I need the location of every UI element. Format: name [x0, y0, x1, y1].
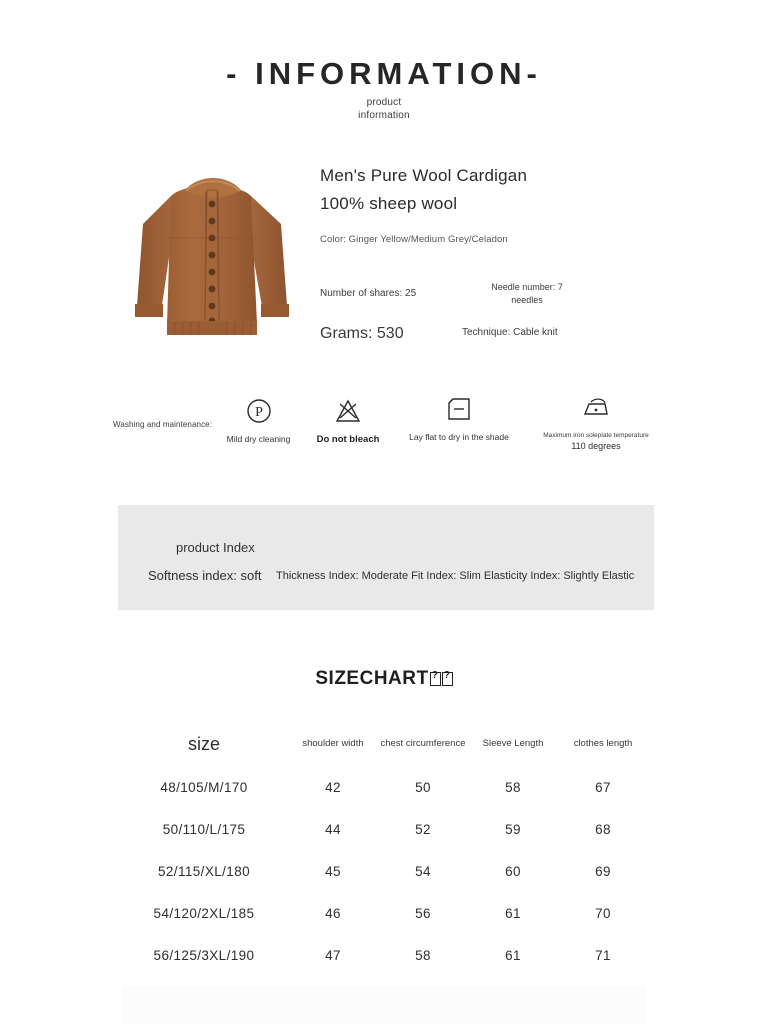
- cell-chest: 50: [415, 779, 431, 795]
- size-chart-title-text: SIZECHART: [315, 668, 429, 689]
- needle-line-1: Needle number: 7: [491, 282, 563, 292]
- missing-glyph-box: [430, 672, 441, 686]
- cell-chest: 56: [415, 905, 431, 921]
- cell-chest: 54: [415, 863, 431, 879]
- cell-sleeve: 58: [505, 779, 521, 795]
- spec-number-of-shares: Number of shares: 25: [320, 288, 417, 299]
- table-row: [120, 892, 648, 934]
- do-not-bleach-icon: [300, 396, 396, 431]
- care-label-iron-degrees: 110 degrees: [571, 441, 621, 451]
- product-name: Men's Pure Wool Cardigan: [320, 166, 528, 185]
- product-index-title: product Index: [176, 540, 255, 555]
- iron-one-dot-icon: [521, 394, 671, 427]
- spec-grams: Grams: 530: [320, 325, 404, 342]
- cell-size: 48/105/M/170: [160, 779, 248, 795]
- cell-size: 52/115/XL/180: [157, 863, 251, 879]
- cell-length: 69: [595, 863, 611, 879]
- cell-shoulder: 42: [325, 779, 341, 795]
- spec-technique: Technique: Cable knit: [462, 327, 558, 338]
- cell-sleeve: 61: [505, 905, 521, 921]
- bottom-panel: [122, 986, 646, 1024]
- lay-flat-dry-shade-icon: [395, 394, 523, 429]
- care-label-lay-flat-dry: Lay flat to dry in the shade: [409, 432, 509, 442]
- column-header-chest-circumference: chest circumference: [380, 738, 466, 749]
- product-material: 100% sheep wool: [320, 194, 458, 213]
- missing-glyph-box: [442, 672, 453, 686]
- needle-line-2: needles: [511, 295, 543, 305]
- care-label-no-bleach: Do not bleach: [316, 434, 380, 445]
- column-header-shoulder-width: shoulder width: [302, 738, 364, 749]
- size-chart-title: [0, 668, 768, 690]
- column-header-clothes-length: clothes length: [573, 738, 633, 749]
- page-subtitle: [0, 96, 768, 122]
- care-item-no-bleach: [300, 396, 396, 445]
- cell-chest: 52: [415, 821, 431, 837]
- cell-length: 67: [595, 779, 611, 795]
- cell-length: 68: [595, 821, 611, 837]
- care-item-iron-temp: [521, 394, 671, 452]
- cell-shoulder: 45: [325, 863, 341, 879]
- size-chart-table: [120, 722, 648, 976]
- product-image: [127, 166, 299, 354]
- cell-size: 54/120/2XL/185: [153, 905, 255, 921]
- table-row: [120, 934, 648, 976]
- table-row: [120, 808, 648, 850]
- column-header-sleeve-length: Sleeve Length: [482, 738, 544, 749]
- cell-size: 50/110/L/175: [162, 821, 246, 837]
- care-label-iron-temp: Maximum iron soleplate temperature: [543, 432, 649, 439]
- product-color-options: Color: Ginger Yellow/Medium Grey/Celadon: [320, 234, 508, 245]
- care-item-lay-flat-dry: [395, 394, 523, 443]
- cell-size: 56/125/3XL/190: [153, 947, 255, 963]
- cell-sleeve: 60: [505, 863, 521, 879]
- subtitle-line-1: product: [366, 97, 402, 108]
- cell-shoulder: 47: [325, 947, 341, 963]
- care-label-dry-clean: Mild dry cleaning: [226, 434, 291, 444]
- product-index-details: Thickness Index: Moderate Fit Index: Slim Elasticity Index: Slightly Elastic: [276, 570, 635, 582]
- care-item-dry-clean: [206, 396, 311, 445]
- table-row: [120, 850, 648, 892]
- page-title: - INFORMATION-: [226, 56, 542, 91]
- cell-shoulder: 46: [325, 905, 341, 921]
- cell-sleeve: 61: [505, 947, 521, 963]
- table-row: [120, 766, 648, 808]
- product-index-panel: [118, 505, 654, 610]
- cell-chest: 58: [415, 947, 431, 963]
- spec-needle-number: [462, 281, 592, 307]
- cell-length: 70: [595, 905, 611, 921]
- column-header-size: size: [187, 733, 220, 754]
- dry-clean-p-icon: [206, 396, 311, 431]
- product-index-softness: Softness index: soft: [148, 568, 262, 583]
- table-header-row: [120, 722, 648, 766]
- cell-shoulder: 44: [325, 821, 341, 837]
- care-section-label: Washing and maintenance:: [113, 420, 213, 429]
- cell-sleeve: 59: [505, 821, 521, 837]
- svg-text:P: P: [254, 405, 263, 420]
- subtitle-line-2: information: [358, 110, 410, 121]
- cell-length: 71: [595, 947, 611, 963]
